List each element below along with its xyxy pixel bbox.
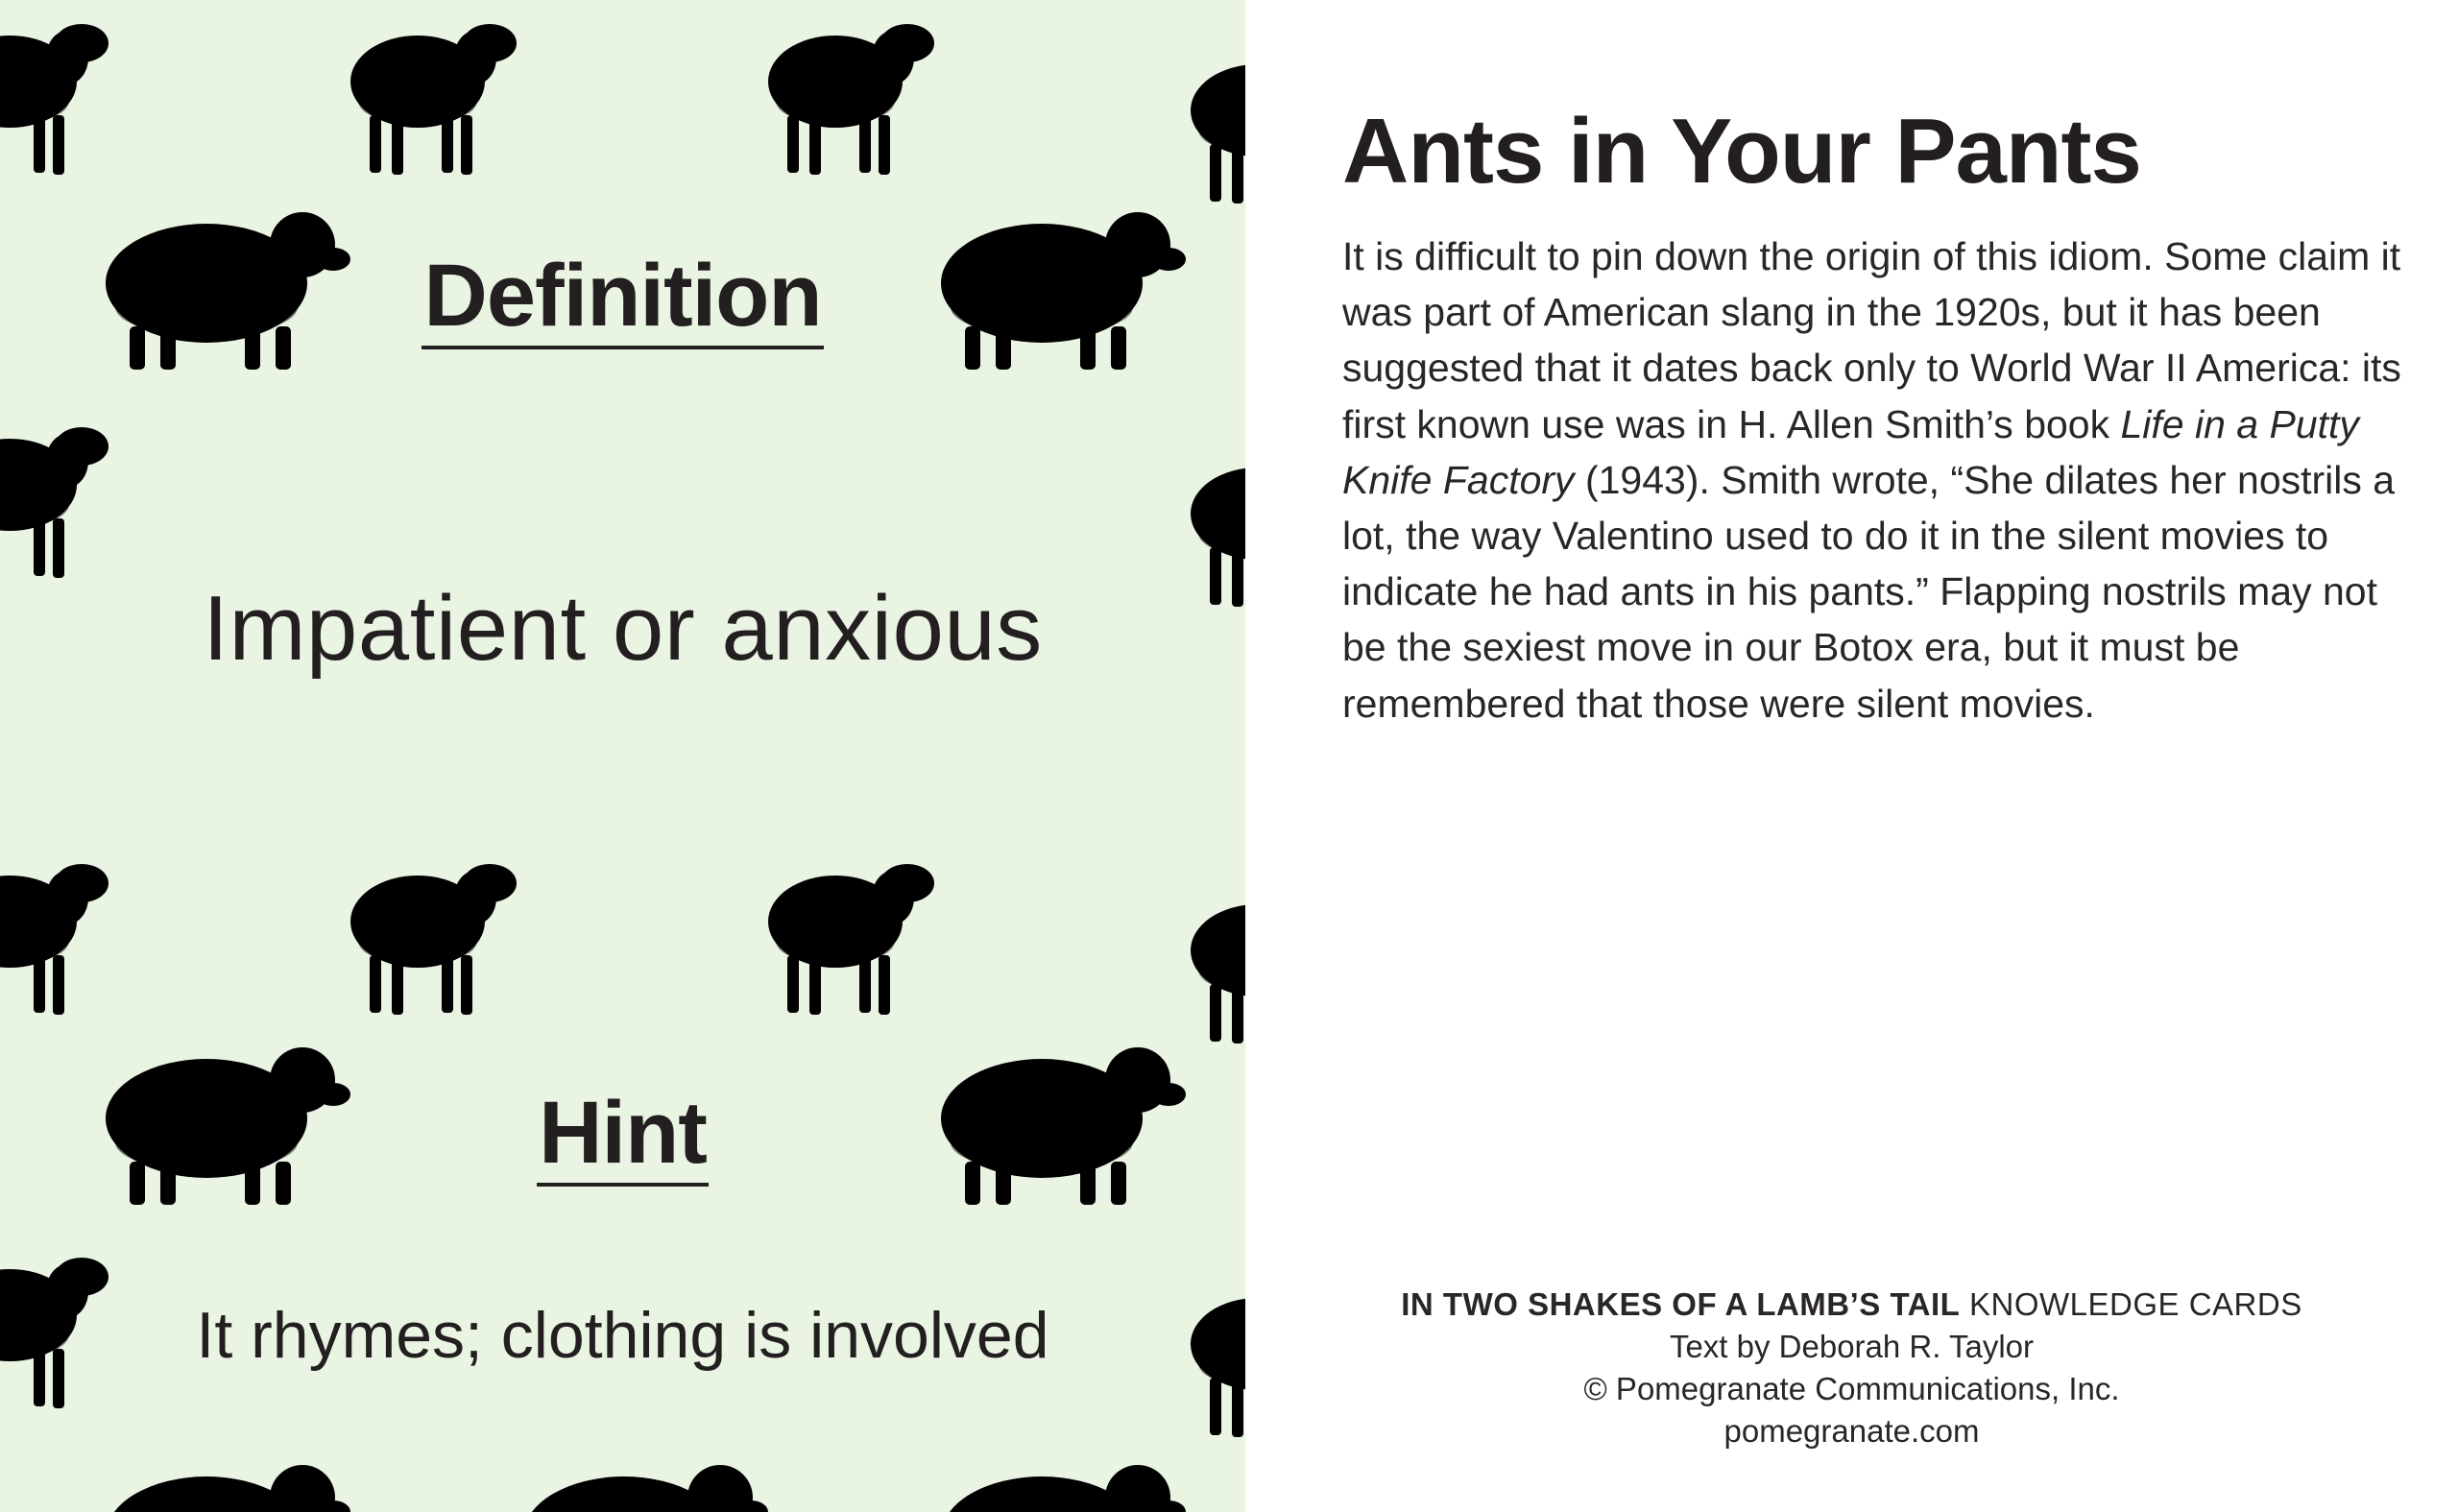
definition-heading-text: Definition — [422, 252, 823, 349]
author-line: Text by Deborah R. Taylor — [1669, 1329, 2035, 1364]
definition-text: Impatient or anxious — [203, 577, 1043, 680]
series-suffix: KNOWLEDGE CARDS — [1960, 1286, 2302, 1322]
hint-text: It rhymes; clothing is involved — [196, 1299, 1049, 1372]
copyright-line: © Pomegranate Communications, Inc. — [1583, 1371, 2120, 1406]
idiom-title: Ants in Your Pants — [1342, 100, 2141, 203]
origin-text-part2: (1943). Smith wrote, “She dilates her nostrils a lot, the way Valentino used to do it in the silent movies to indicate he had ants in his pants.” Flapping nostrils may not be the sexiest move in our Botox era, but it must be remembered that those were silent movies. — [1342, 457, 2396, 726]
credits — [1245, 1284, 2458, 1452]
origin-text-part1: It is difficult to pin down the origin of this idiom. Some claim it was part of American slang in the 1920s, but it has been suggested that it dates back only to World War II America: its first known use was in H. Allen Smith’s book — [1342, 234, 2401, 446]
series-line — [1245, 1284, 2458, 1326]
definition-heading — [0, 247, 1245, 349]
hint-heading-text: Hint — [537, 1089, 709, 1187]
book-title: Life in a Putty Knife Factory — [1342, 401, 2359, 502]
website-line: pomegranate.com — [1723, 1413, 1980, 1449]
hint-heading — [0, 1084, 1245, 1187]
series-name: IN TWO SHAKES OF A LAMB’S TAIL — [1401, 1286, 1961, 1322]
origin-paragraph — [1342, 228, 2427, 732]
card-back — [1245, 0, 2458, 1512]
